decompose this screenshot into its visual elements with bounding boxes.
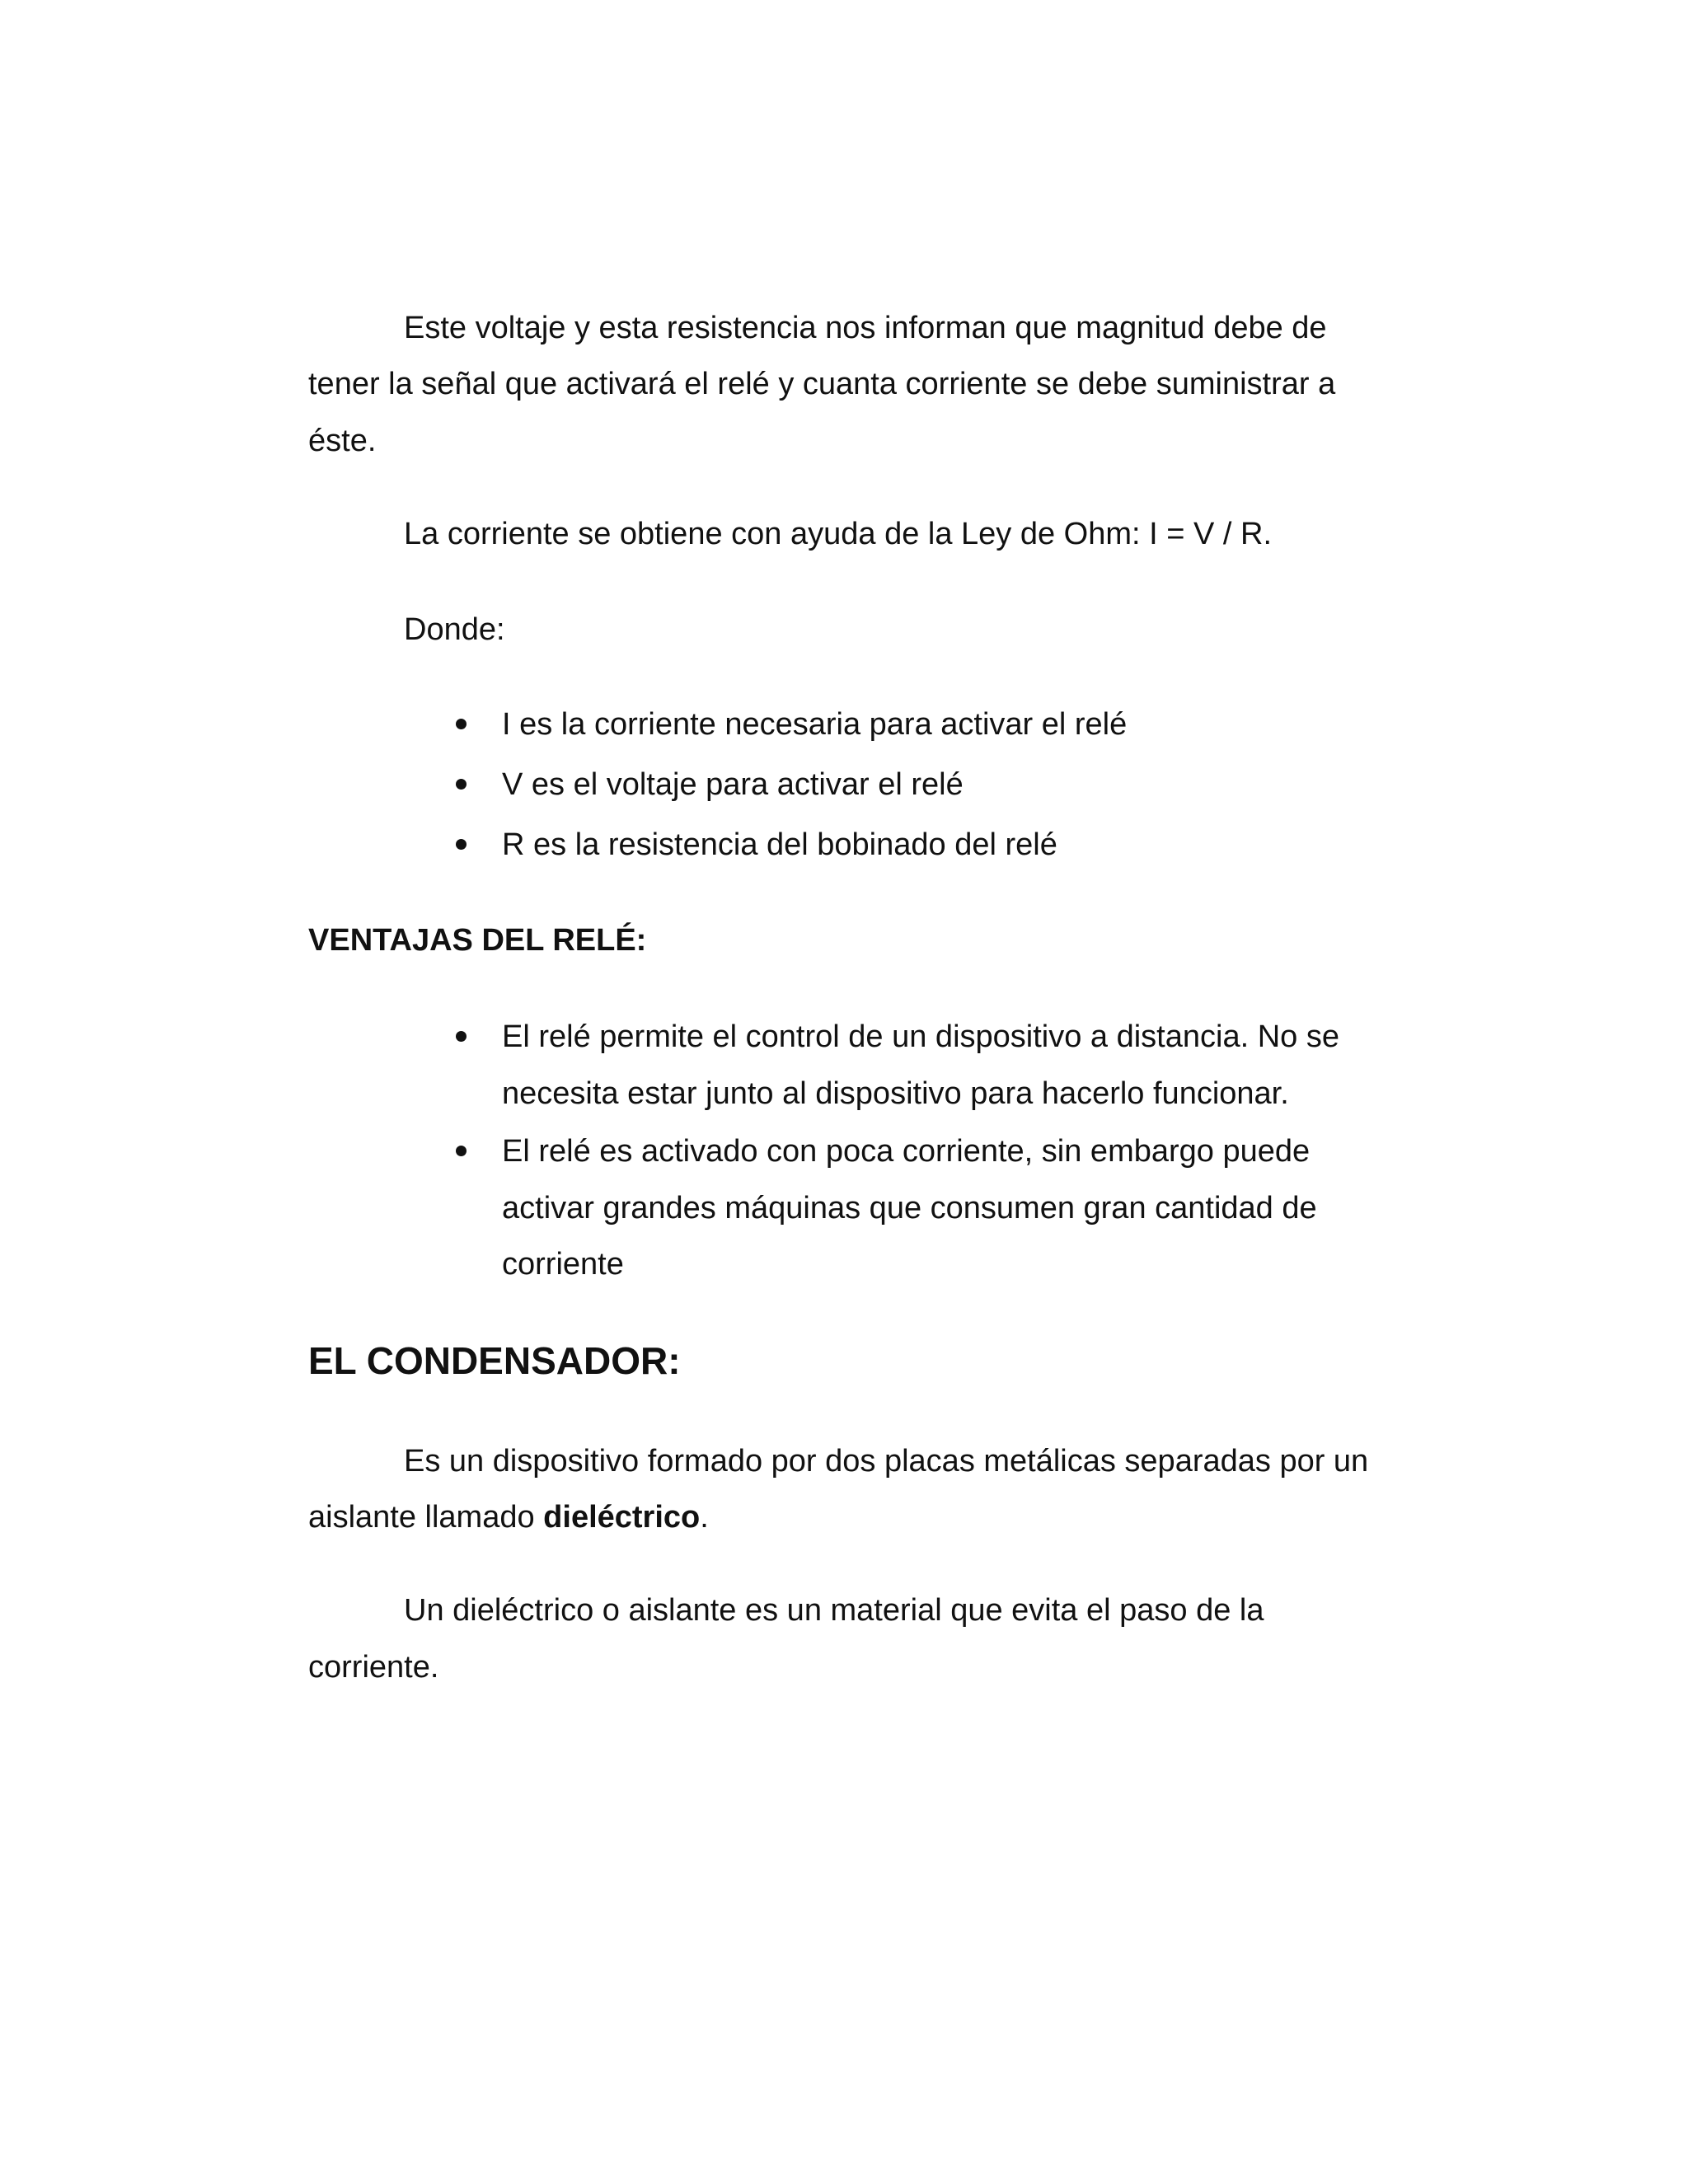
condensador-p1-line-2 [308, 1498, 709, 1536]
intro-line-1: Este voltaje y esta resistencia nos informan que magnitud debe de [404, 311, 1327, 345]
definition-item: V es el voltaje para activar el relé [502, 767, 964, 802]
dielectrico-term: dieléctrico [543, 1500, 701, 1535]
bullet-icon [456, 719, 467, 729]
condensador-p1-period: . [700, 1500, 709, 1535]
ventaja-item-2-line-2: activar grandes máquinas que consumen gran cantidad de [502, 1191, 1317, 1226]
condensador-p1-text: aislante llamado [308, 1500, 544, 1535]
ventaja-item-1-line-2: necesita estar junto al dispositivo para hacerlo funcionar. [502, 1076, 1289, 1111]
ventaja-item-1-line-1: El relé permite el control de un dispositivo a distancia. No se [502, 1019, 1339, 1054]
bullet-icon [456, 839, 467, 850]
condensador-p2-line-1: Un dieléctrico o aislante es un material que evita el paso de la [404, 1593, 1264, 1628]
bullet-icon [456, 779, 467, 790]
definition-item: R es la resistencia del bobinado del relé [502, 827, 1057, 862]
donde-label: Donde: [404, 612, 505, 647]
condensador-p2-line-2: corriente. [308, 1650, 439, 1685]
ventaja-item-2-line-1: El relé es activado con poca corriente, sin embargo puede [502, 1134, 1311, 1169]
intro-line-3: éste. [308, 424, 377, 458]
condensador-p1-line-1: Es un dispositivo formado por dos placas metálicas separadas por un [404, 1444, 1369, 1479]
ventaja-item-2-line-3: corriente [502, 1247, 624, 1282]
ventajas-heading: VENTAJAS DEL RELÉ: [308, 923, 647, 958]
intro-line-2: tener la señal que activará el relé y cuanta corriente se debe suministrar a [308, 367, 1336, 401]
ohm-law-text: La corriente se obtiene con ayuda de la Ley de Ohm: I = V / R. [404, 517, 1273, 551]
definition-item: I es la corriente necesaria para activar el relé [502, 707, 1128, 742]
bullet-icon [456, 1031, 467, 1042]
condensador-heading: EL CONDENSADOR: [308, 1339, 681, 1382]
bullet-icon [456, 1146, 467, 1156]
